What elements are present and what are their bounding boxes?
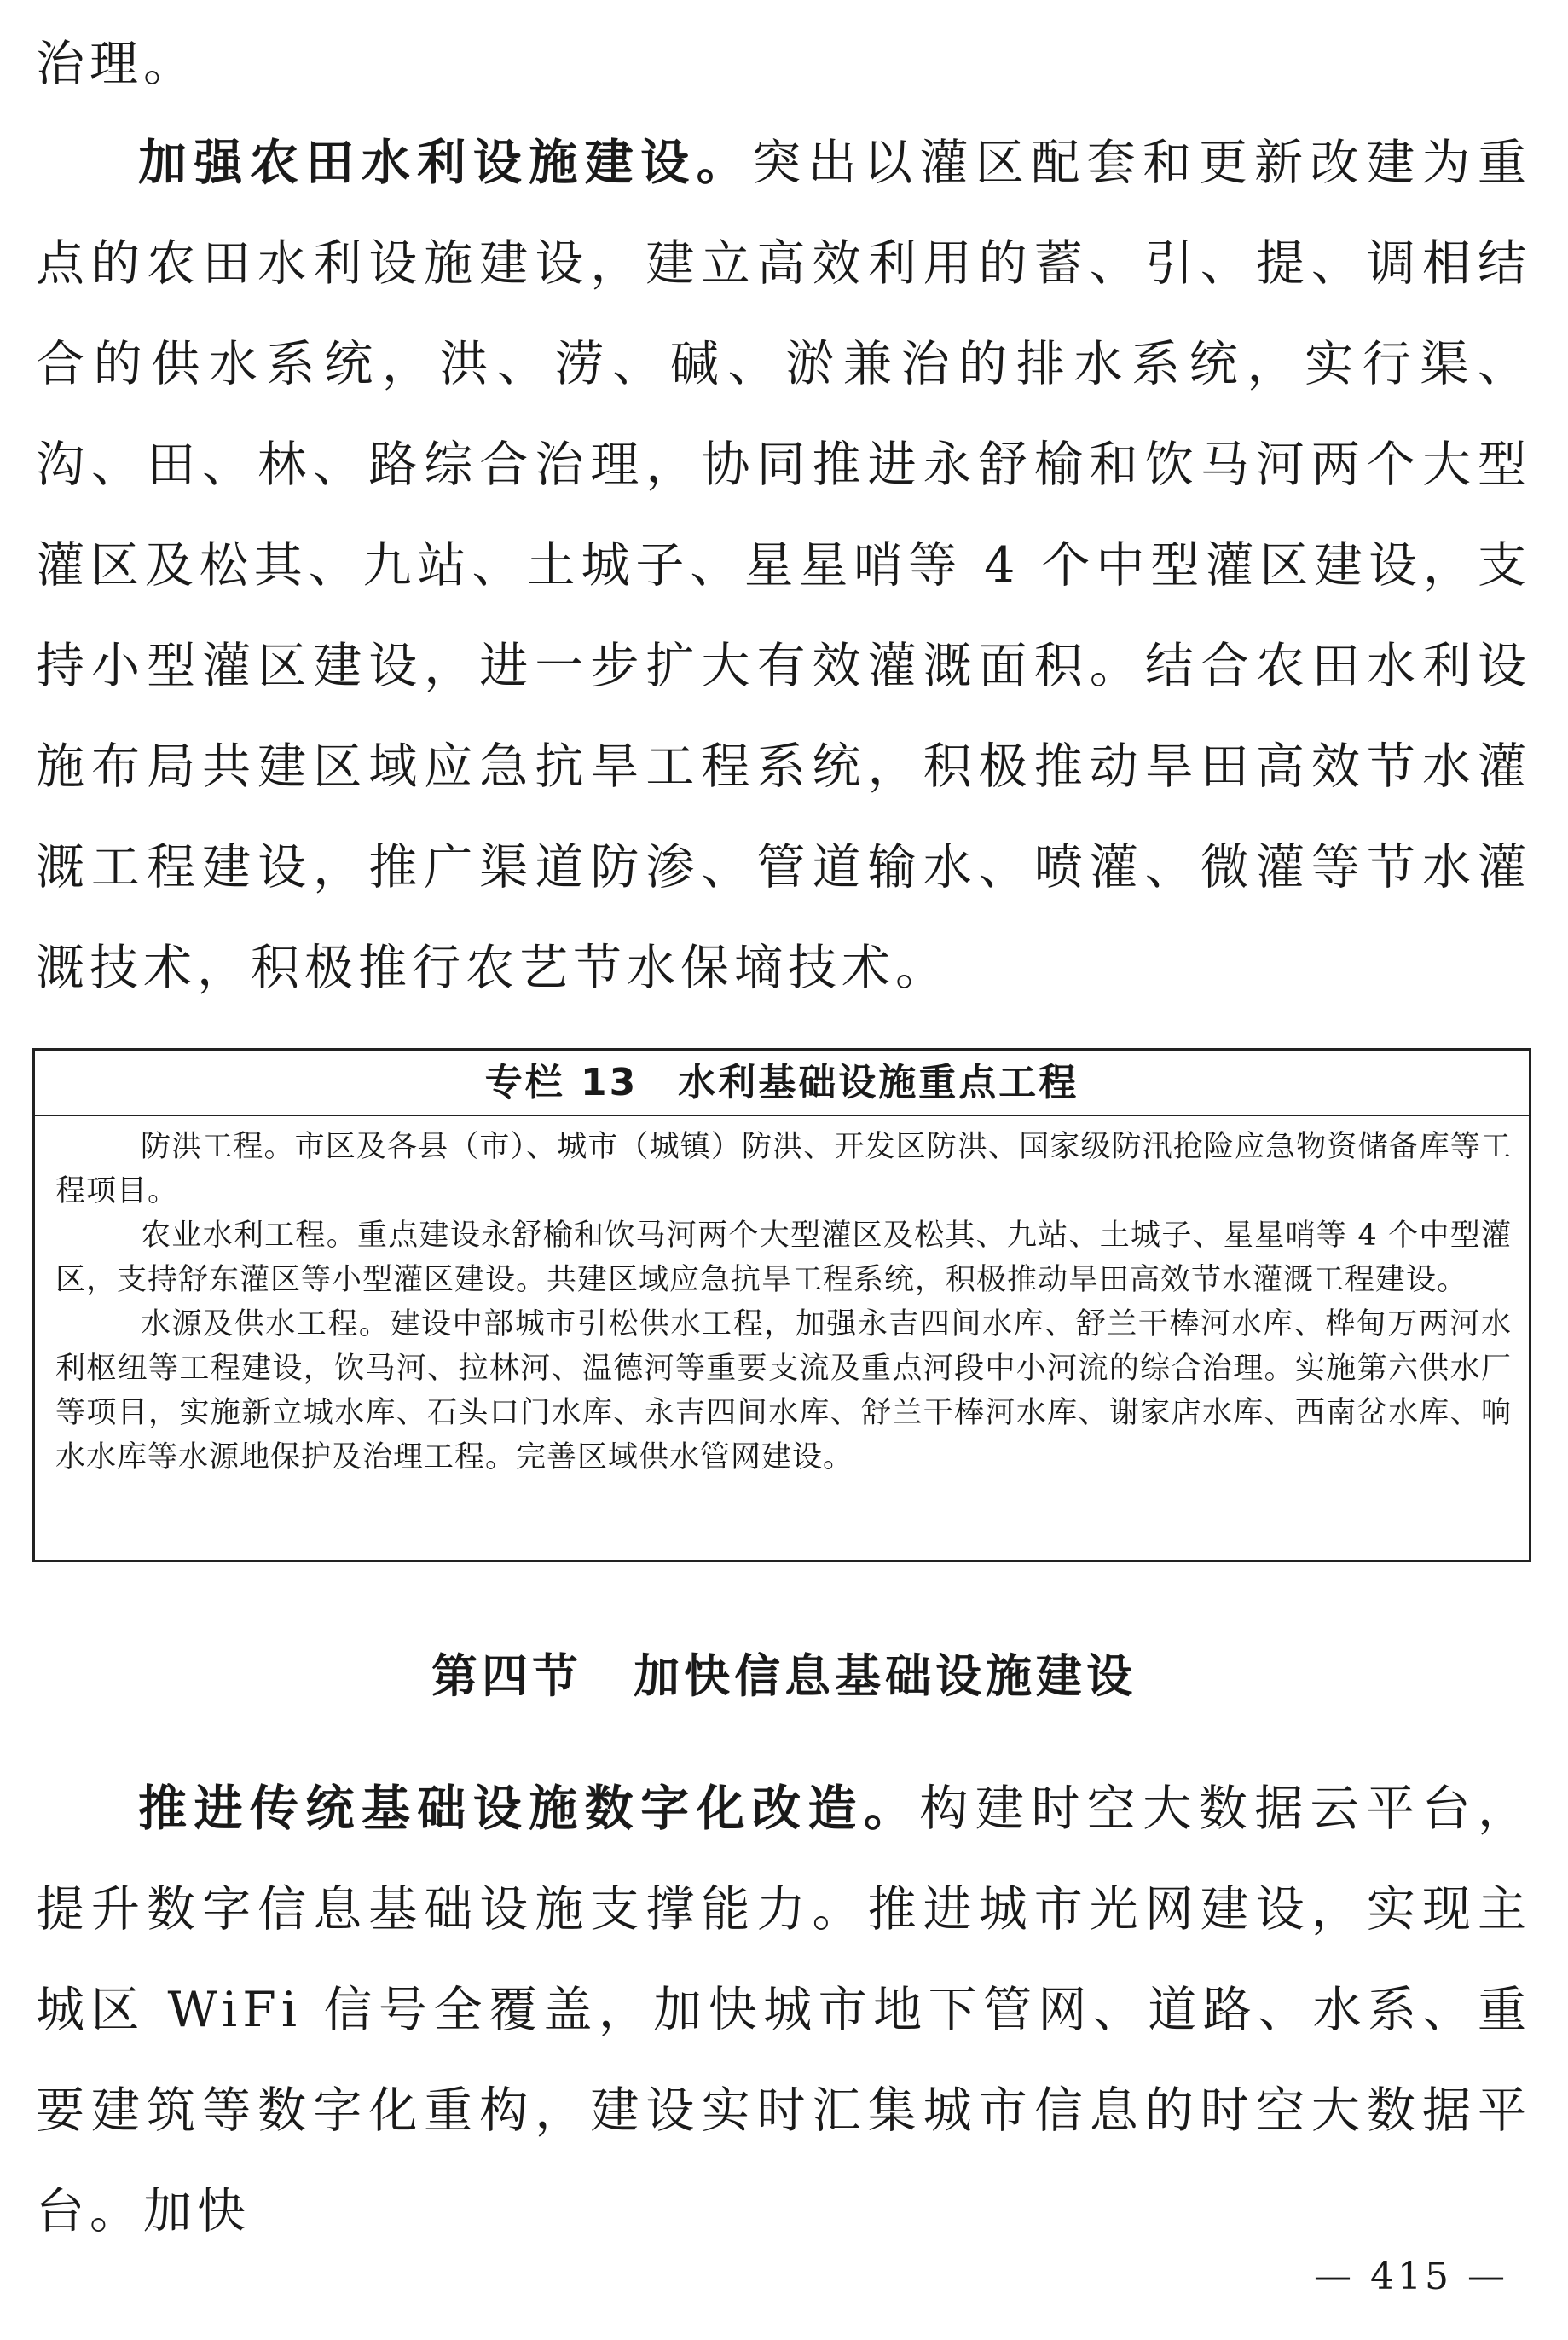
feature-box-item — [55, 1125, 1512, 1213]
feature-box-item-text: 建设中部城市引松供水工程，加强永吉四间水库、舒兰干棒河水库、桦甸万两河水利枢纽等工程建设，饮马河、拉林河、温德河等重要支流及重点河段中小河流的综合治理。实施第六供水厂等项目，实施新立城水库、石头口门水库、永吉四间水库、舒兰干棒河水库、谢家店水库、西南岔水库、响水水库等水源地保护及治理工程。完善区域供水管网建设。 — [55, 1307, 1512, 1474]
feature-box-item-text: 市区及各县（市）、城市（城镇）防洪、开发区防洪、国家级防汛抢险应急物资储备库等工程项目。 — [55, 1130, 1512, 1208]
page-number: — 415 — — [1314, 2255, 1508, 2298]
paragraph-text: 构建时空大数据云平台，提升数字信息基础设施支撑能力。推进城市光网建设，实现主城区 WiFi 信号全覆盖，加快城市地下管网、道路、水系、重要建筑等数字化重构，建设实时汇集城市信息的时空大数据平台。加快 — [36, 1781, 1532, 2239]
feature-box-item-lead: 农业水利工程。 — [141, 1219, 357, 1253]
paragraph-text: 突出以灌区配套和更新改建为重点的农田水利设施建设，建立高效利用的蓄、引、提、调相结合的供水系统，洪、涝、碱、淤兼治的排水系统，实行渠、沟、田、林、路综合治理，协同推进永舒榆和饮马河两个大型灌区及松其、九站、土城子、星星哨等 4 个中型灌区建设，支持小型灌区建设，进一步扩大有效灌溉面积。结合农田水利设施布局共建区域应急抗旱工程系统，积极推动旱田高效节水灌溉工程建设，推广渠道防渗、管道输水、喷灌、微灌等节水灌溉技术，积极推行农艺节水保墒技术。 — [36, 135, 1532, 996]
paragraph-lead: 推进传统基础设施数字化改造。 — [138, 1780, 920, 1837]
section-number: 第四节 — [431, 1649, 582, 1703]
feature-box-item-text: 重点建设永舒榆和饮马河两个大型灌区及松其、九站、土城子、星星哨等 4 个中型灌区，支持舒东灌区等小型灌区建设。共建区域应急抗旱工程系统，积极推动旱田高效节水灌溉工程建设。 — [55, 1219, 1512, 1297]
body-paragraph — [36, 14, 1531, 114]
paragraph-lead: 加强农田水利设施建设。 — [138, 134, 753, 191]
body-paragraph — [36, 1758, 1531, 2262]
feature-box-item — [55, 1213, 1512, 1302]
feature-box-body — [35, 1116, 1529, 1480]
feature-box-item — [55, 1302, 1512, 1480]
section-heading — [0, 1642, 1568, 1711]
section-title: 加快信息基础设施建设 — [634, 1649, 1137, 1703]
feature-box-item-lead: 防洪工程。 — [141, 1130, 295, 1164]
body-paragraph — [36, 113, 1531, 1018]
feature-box-item-lead: 水源及供水工程。 — [141, 1307, 391, 1341]
paragraph-text: 治理。 — [36, 36, 197, 92]
feature-box-title: 专栏 13 水利基础设施重点工程 — [35, 1051, 1529, 1116]
feature-box — [32, 1048, 1531, 1562]
